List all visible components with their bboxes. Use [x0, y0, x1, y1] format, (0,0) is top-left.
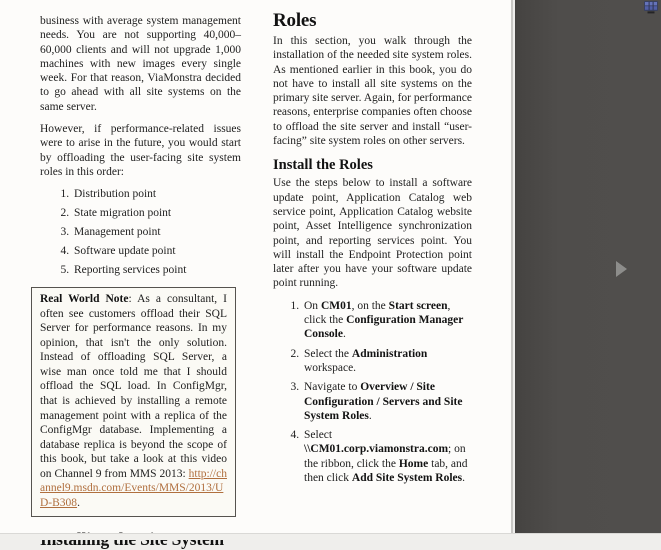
left-column — [40, 8, 241, 550]
list-item: 4. Select \\CM01.corp.viamonstra.com; on the ribbon, click the Home tab, and then click Add Site System Roles. — [302, 428, 472, 485]
real-world-note-box — [31, 287, 236, 517]
note-period: . — [77, 496, 80, 509]
list-item: 2. State migration point — [72, 206, 241, 220]
list-item: 3. Navigate to Overview / Site Configuration / Servers and Site System Roles. — [302, 380, 472, 423]
list-item: 1. Distribution point — [72, 187, 241, 201]
roles-heading: Roles — [273, 10, 317, 31]
next-page-arrow-icon[interactable] — [616, 261, 627, 277]
bottom-edge — [0, 533, 661, 540]
note-label: Real World Note — [40, 293, 129, 306]
list-item: 2. Select the Administration workspace. — [302, 347, 472, 376]
list-item: 1. On CM01, on the Start screen, click the Configuration Manager Console. — [302, 299, 472, 342]
paragraph-roles-intro: In this section, you walk through the installation of the needed site system roles. As mentioned earlier in this book, you do not have to install all site systems on the primary site server. Again, for performance reasons, enterprise companies often choose to offload the site server and install “user-facing” site system roles on other servers. — [273, 35, 472, 148]
install-steps-list — [273, 299, 472, 486]
paragraph-business: business with average system management needs. You are not supporting 40,000–60,000 clients and will not upgrade 1,000 machines with new images every single week. For that reason, ViaMonstra decided to go ahead with all site systems on the same server. — [40, 15, 241, 113]
list-item: 5. Reporting services point — [72, 263, 241, 277]
grid-view-icon[interactable] — [644, 1, 658, 14]
paragraph-however: However, if performance-related issues were to arise in the future, you would start by offloading the user-facing site system roles in this order: — [40, 123, 241, 178]
install-the-roles-heading: Install the Roles — [273, 157, 373, 174]
channel9-link[interactable]: http://channel9.msdn.com/Events/MMS/2013/UD-B308 — [40, 467, 227, 509]
list-item: 4. Software update point — [72, 244, 241, 258]
offload-order-list — [40, 187, 241, 277]
note-body: : As a consultant, I often see customers offload their SQL Server for performance reasons. In my opinion, that isn't the only solution. Instead of offloading SQL Server, a wise man once told me that I should offload the SQL load. In ConfigMgr, that is achieved by installing a remote management point with a replica of the ConfigMgr database. Implementing a database replica is beyond the scope of this book, but take a look at this video on Channel 9 from MMS 2013: — [40, 293, 228, 480]
paragraph-install-intro: Use the steps below to install a software update point, Application Catalog web service point, Application Catalog website point, Asset Intelligence synchronization point, and reporting services point. You will install the Endpoint Protection point later after you have your software update point running. — [273, 177, 472, 290]
list-item: 3. Management point — [72, 225, 241, 239]
reader-side-panel — [515, 0, 661, 533]
right-column — [273, 8, 472, 495]
